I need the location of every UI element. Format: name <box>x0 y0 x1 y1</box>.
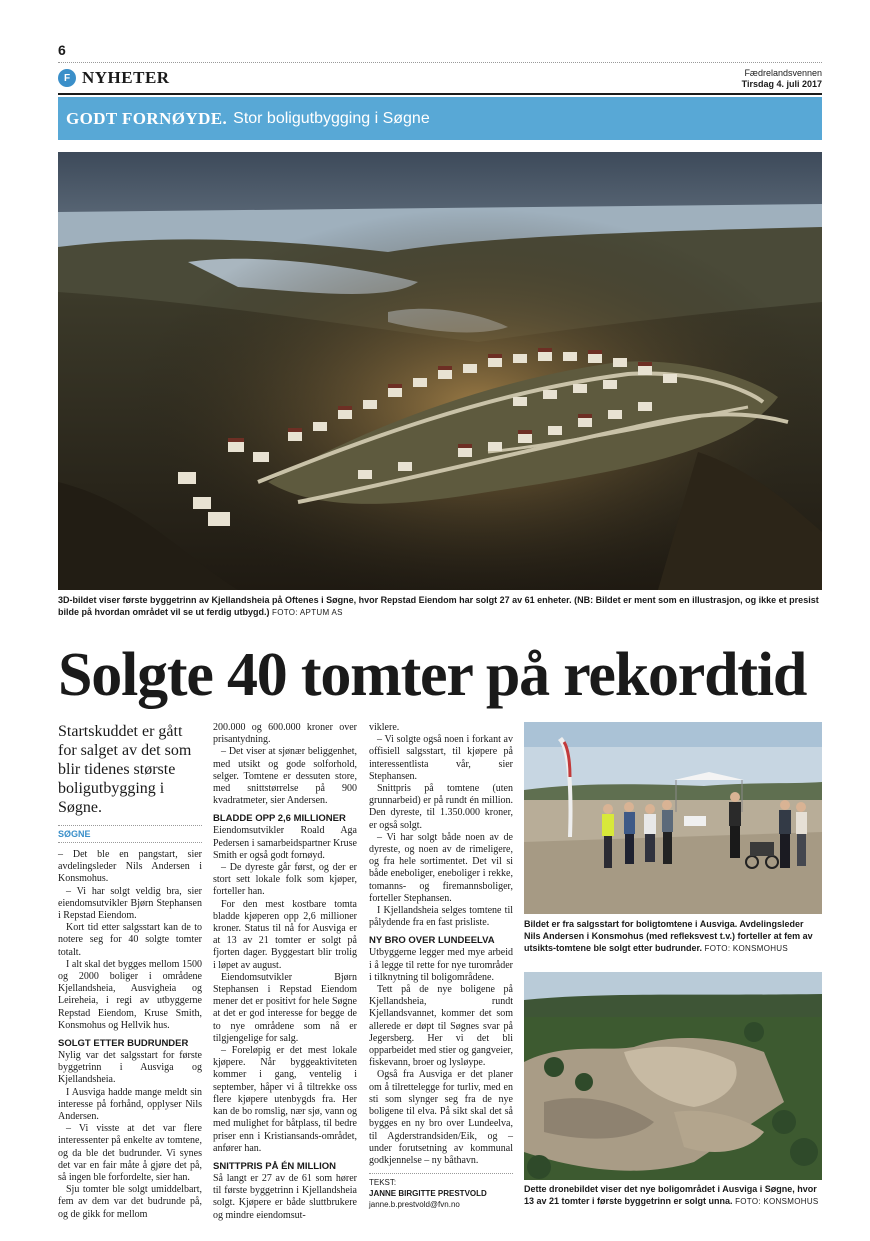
body-paragraph: – Foreløpig er det mest lokale kjøpere. Når byggeaktiviteten kommer i gang, ventelig i september, håper vi å tiltrekke oss flere kjøpere utenbygds fra. Her kan de bo romslig, nær sjø, vann og med mulighet for båtplass, til bedre priser enn i Kristiansands-området, anfører han. <box>213 1045 357 1154</box>
byline <box>369 1173 513 1210</box>
page-number: 6 <box>58 42 66 58</box>
article-headline: Solgte 40 tomter på rekordtid <box>58 641 807 709</box>
body-paragraph: I Kjellandsheia selges tomtene til pålydende fra en fast prisliste. <box>369 905 513 929</box>
main-photo-credit: FOTO: APTUM AS <box>272 608 343 617</box>
body-paragraph: 200.000 og 600.000 kroner over prisantydning. <box>213 722 357 746</box>
subheading: SNITTPRIS PÅ ÉN MILLION <box>213 1160 336 1172</box>
main-illustration-image <box>58 152 822 590</box>
paper-info <box>742 68 822 90</box>
sales-start-photo <box>524 722 822 914</box>
kicker-strong: GODT FORNØYDE. <box>66 108 228 128</box>
body-paragraph: – Det viser at sjønær beliggenhet, med utsikt og gode solforhold, selger. Tomtene er dessuten store, med snittstørrelse på 900 kvadratmeter, sier Andersen. <box>213 746 357 807</box>
body-paragraph: Utbyggerne legger med mye arbeid i å legge til rette for nye turområder i tilknytning til boligområdene. <box>369 947 513 983</box>
byline-name: JANNE BIRGITTE PRESTVOLD <box>369 1189 487 1199</box>
body-paragraph: Eiendomsutvikler Bjørn Stephansen i Repstad Eiendom mener det er positivt for hele Søgne at det er god interesse for begge de to nye områdene som nå er tilgjengelige for salg. <box>213 971 357 1044</box>
body-paragraph: – Vi visste at det var flere interessenter på enkelte av tomtene, og da ble det budrunder. Vi synes det var en fair måte å gjøre det på, så ingen ble forfordelte, sier han. <box>58 1123 202 1184</box>
location-tagline: SØGNE <box>58 825 202 843</box>
main-image-caption <box>58 594 822 619</box>
body-paragraph: Sju tomter ble solgt umiddelbart, fem av dem var det budrunde på, og de gikk for mellom <box>58 1184 202 1220</box>
body-paragraph: For den mest kostbare tomta bladde kjøperen opp 2,6 millioner kroner. Status til nå for Ausviga er at 13 av 21 tomter er solgt på fjorten dager. Byggestart blir trolig i løpet av august. <box>213 898 357 971</box>
section-header <box>58 68 170 88</box>
sales-start-photo-caption <box>524 918 822 955</box>
body-paragraph: – De dyreste går først, og der er stort sett lokale folk som kjøper, forteller han. <box>213 862 357 898</box>
newspaper-logo-icon: F <box>58 69 76 87</box>
body-paragraph: viklere. <box>369 722 400 733</box>
body-paragraph: Snittpris på tomtene (uten grunnarbeid) er på rundt én million. Den dyreste, til 1.350.000 kroner, er også solgt. <box>369 783 513 831</box>
kicker-bar <box>58 97 822 140</box>
body-paragraph: – Vi solgte også noen i forkant av offisiell salgsstart, til kjøpere på interessentlista vår, sier Stephansen. <box>369 734 513 782</box>
header-divider <box>58 93 822 95</box>
side-caption-2-text: Dette dronebildet viser det nye boligområdet i Ausviga i Søgne, hvor 13 av 21 tomter i første byggetrinn er solgt unna. <box>524 1184 817 1206</box>
section-title: NYHETER <box>82 68 170 87</box>
side-caption-1-credit: FOTO: KONSMOHUS <box>704 944 789 953</box>
drone-photo-caption <box>524 1183 822 1208</box>
paper-name: Fædrelandsvennen <box>744 68 822 78</box>
body-paragraph: I alt skal det bygges mellom 1500 og 2000 boliger i områdene Kjellandsheia, Ausvigheia og Leireheia, i regi av utbyggerne Repstad Eiendom, Kruse Smith, Konsmohus og Hellvik hus. <box>58 958 202 1031</box>
article-column-1 <box>58 722 202 1221</box>
body-paragraph: – Vi har solgt både noen av de dyreste, og noen av de rimeligere, og fra hele sortimentet. Det vil si både eneboliger, eneboliger i rekke, tomanns- og firemannsboliger, forteller Stephansen. <box>369 831 513 904</box>
body-paragraph: Tett på de nye boligene på Kjellandsheia, rundt Kjellandsvannet, kommer det som allerede er døpt til Søgnes svar på Jegersberg. Her vi det bli opparbeidet med stier og gangveier, fiskevann, broer og lysløype. <box>369 984 513 1069</box>
article-ingress: Startskuddet er gått for salget av det som blir tidenes største boligutbygging i Søgne. <box>58 723 192 816</box>
body-paragraph: – Vi har solgt veldig bra, sier eiendomsutvikler Bjørn Stephansen i Repstad Eiendom. <box>58 885 202 922</box>
drone-photo <box>524 972 822 1180</box>
subheading: BLADDE OPP 2,6 MILLIONER <box>213 813 346 825</box>
article-column-3 <box>369 722 513 1210</box>
body-paragraph: I Ausviga hadde mange meldt sin interesse på forhånd, opplyser Nils Andersen. <box>58 1086 202 1123</box>
kicker-text: Stor boligutbygging i Søgne <box>233 109 430 127</box>
body-paragraph: Nylig var det salgsstart for første byggetrinn i Ausviga og Kjellandsheia. <box>58 1050 202 1086</box>
body-paragraph: Så langt er 27 av de 61 som hører til første byggetrinn i Kjellandsheia solgt. Kjøpere er både sluttbrukere og mindre eiendomsut- <box>213 1172 357 1221</box>
subheading: NY BRO OVER LUNDEELVA <box>369 935 495 947</box>
side-caption-1-text: Bildet er fra salgsstart for boligtomtene i Ausviga. Avdelingsleder Nils Andersen i Konsmohus (med refleksvest t.v.) forteller at fem av utsikts-tomtene ble solgt etter budrunder. <box>524 919 813 953</box>
side-caption-2-credit: FOTO: KONSMOHUS <box>735 1197 819 1206</box>
body-paragraph: – Det ble en pangstart, sier avdelingsleder Nils Andersen i Konsmohus. <box>58 849 202 885</box>
byline-email[interactable]: janne.b.prestvold@fvn.no <box>369 1200 460 1210</box>
body-paragraph: Også fra Ausviga er det planer om å tilrettelegge for turliv, med en sti som slynger seg fra de nye boligene til elva. På sikt skal det så bygges en ny bro over Lundeelva, til Agderstrandsiden/Eik, og – under forutsetning av kommunal godkjennelse – ny båthavn. <box>369 1069 513 1166</box>
body-paragraph: Eiendomsutvikler Roald Aga Pedersen i samarbeidspartner Kruse Smith er også godt fornøyd. <box>213 825 357 861</box>
body-paragraph: Kort tid etter salgsstart kan de to notere seg for 40 solgte tomter totalt. <box>58 922 202 958</box>
main-caption-text: 3D-bildet viser første byggetrinn av Kjellandsheia på Oftenes i Søgne, hvor Repstad Eiendom har solgt 27 av 61 enheter. (NB: Bildet er ment som en illustrasjon, og ikke et presist bilde på hvordan området vil se ut ferdig utbygd.) <box>58 595 819 617</box>
issue-date: Tirsdag 4. juli 2017 <box>741 79 822 89</box>
top-divider <box>58 62 822 63</box>
subheading: SOLGT ETTER BUDRUNDER <box>58 1038 189 1050</box>
article-column-2 <box>213 722 357 1222</box>
byline-label: TEKST: <box>369 1178 397 1188</box>
